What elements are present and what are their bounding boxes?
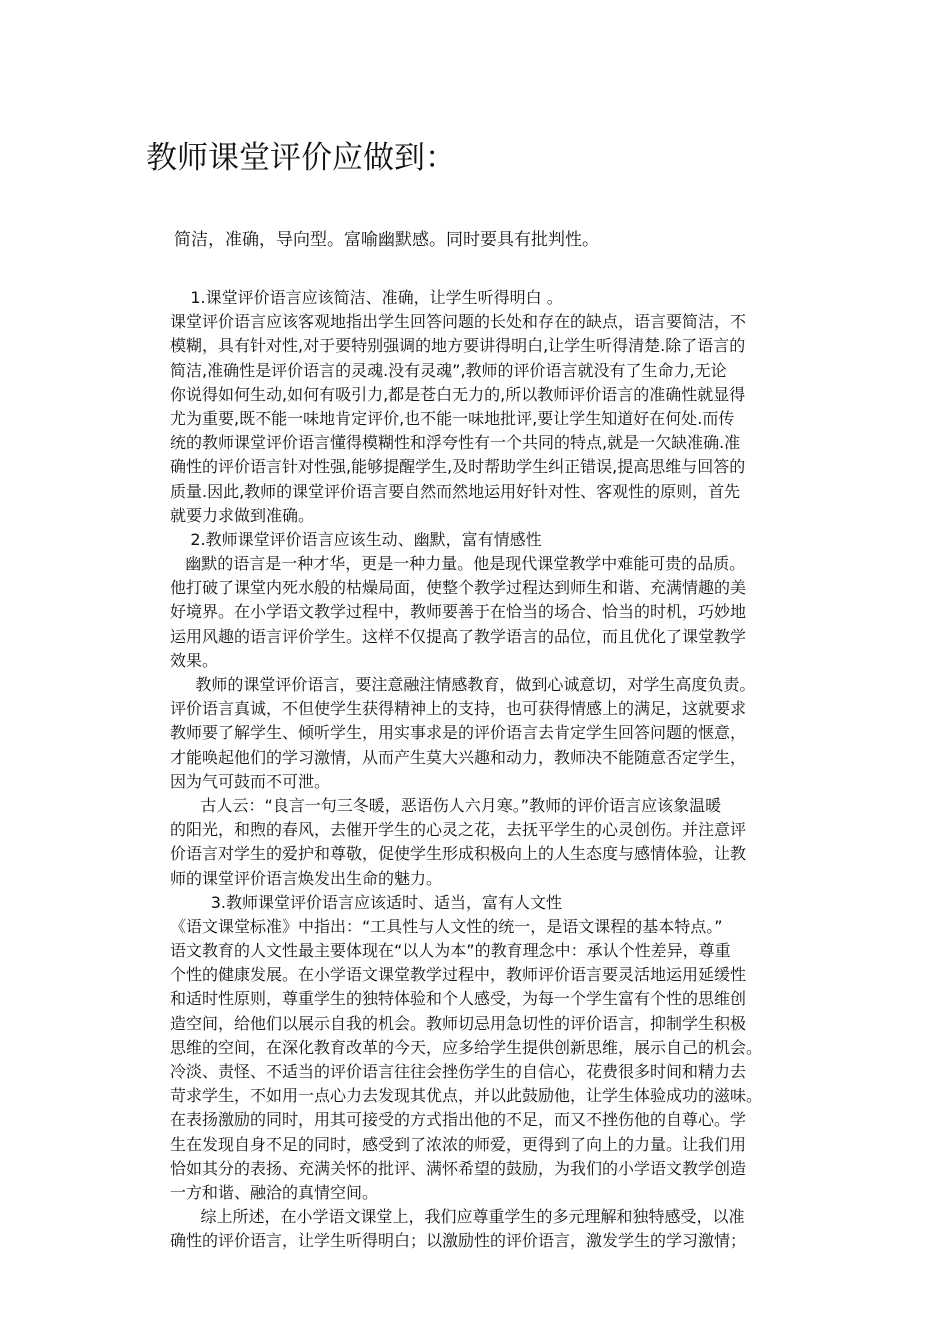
body-line: 古人云：“良言一句三冬暖，恶语伤人六月寒。”教师的评价语言应该象温暖 [170,795,722,815]
body-line: 《语文课堂标准》中指出：“工具性与人文性的统一，是语文课程的基本特点。” [170,916,723,936]
body-line: 因为气可鼓而不可泄。 [170,771,331,791]
body-line: 运用风趣的语言评价学生。这样不仅提高了教学语言的品位，而且优化了课堂教学 [170,626,747,646]
body-line: 你说得如何生动,如何有吸引力,都是苍白无力的,所以教师评价语言的准确性就显得 [170,384,746,404]
body-line: 1.课堂评价语言应该简洁、准确，让学生听得明白 。 [170,288,563,307]
body-line: 统的教师课堂评价语言懂得模糊性和浮夸性有一个共同的特点,就是一欠缺准确.准 [170,433,741,453]
body-line: 的阳光，和煦的春风，去催开学生的心灵之花，去抚平学生的心灵创伤。并注意评 [170,820,747,840]
body-line: 模糊，具有针对性,对于要特别强调的地方要讲得明白,让学生听得清楚.除了语言的 [170,336,746,356]
body-line: 个性的健康发展。在小学语文课堂教学过程中，教师评价语言要灵活地运用延缓性 [170,965,747,985]
body-line: 就要力求做到准确。 [170,505,315,525]
body-line: 确性的评价语言，让学生听得明白；以激励性的评价语言，激发学生的学习激情； [170,1231,747,1251]
body-line: 教师的课堂评价语言，要注意融注情感教育，做到心诚意切，对学生高度负责。 [170,675,756,694]
body-line: 评价语言真诚，不但使学生获得精神上的支持，也可获得情感上的满足，这就要求 [170,699,747,719]
body-line: 幽默的语言是一种才华，更是一种力量。他是现代课堂教学中难能可贵的品质。 [170,554,746,574]
body-line: 确性的评价语言针对性强,能够提醒学生,及时帮助学生纠正错误,提高思维与回答的 [170,457,746,477]
body-line: 好境界。在小学语文教学过程中，教师要善于在恰当的场合、恰当的时机，巧妙地 [170,602,747,622]
body-line: 3.教师课堂评价语言应该适时、适当，富有人文性 [170,892,562,912]
body-line: 效果。 [170,650,219,670]
body-line: 冷淡、责怪、不适当的评价语言往往会挫伤学生的自信心，花费很多时间和精力去 [170,1062,747,1081]
body-line: 他打破了课堂内死水般的枯燥局面，使整个教学过程达到师生和谐、充满情趣的美 [170,578,747,598]
body-line: 思维的空间，在深化教育改革的今天，应多给学生提供创新思维，展示自己的机会。 [170,1037,763,1057]
body-line: 综上所述，在小学语文课堂上，我们应尊重学生的多元理解和独特感受，以准 [170,1207,745,1227]
document-body [170,286,810,1254]
body-line: 质量.因此,教师的课堂评价语言要自然而然地运用好针对性、客观性的原则，首先 [170,481,741,501]
body-line: 价语言对学生的爱护和尊敬，促使学生形成积极向上的人生态度与感情体验，让教 [170,844,747,864]
body-line: 简洁,准确性是评价语言的灵魂.没有灵魂”,教师的评价语言就没有了生命力,无论 [170,360,727,380]
body-line: 2.教师课堂评价语言应该生动、幽默，富有情感性 [170,529,542,549]
document-title: 教师课堂评价应做到： [146,140,456,176]
body-line: 课堂评价语言应该客观地指出学生回答问题的长处和存在的缺点，语言要简洁，不 [170,312,747,332]
body-line: 苛求学生，不如用一点心力去发现其优点，并以此鼓励他，让学生体验成功的滋味。 [170,1086,763,1106]
body-line: 语文教育的人文性最主要体现在“以人为本”的教育理念中：承认个性差异，尊重 [170,941,731,961]
body-line: 和适时性原则，尊重学生的独特体验和个人感受，为每一个学生富有个性的思维创 [170,989,747,1009]
body-line: 才能唤起他们的学习激情，从而产生莫大兴趣和动力，教师决不能随意否定学生， [170,747,747,767]
body-line: 一方和谐、融洽的真情空间。 [170,1182,379,1202]
body-line: 尤为重要,既不能一味地肯定评价,也不能一味地批评,要让学生知道好在何处.而传 [170,408,735,428]
body-line: 教师要了解学生、倾听学生，用实事求是的评价语言去肯定学生回答问题的惬意， [170,723,747,743]
document-subtitle: 简洁，准确，导向型。富喻幽默感。同时要具有批判性。 [174,230,599,250]
body-line: 师的课堂评价语言焕发出生命的魅力。 [170,868,443,888]
body-line: 在表扬激励的同时，用其可接受的方式指出他的不足，而又不挫伤他的自尊心。学 [170,1110,747,1130]
body-line: 造空间，给他们以展示自我的机会。教师切忌用急切性的评价语言，抑制学生积极 [170,1013,747,1033]
body-line: 恰如其分的表扬、充满关怀的批评、满怀希望的鼓励，为我们的小学语文教学创造 [170,1158,747,1178]
body-line: 生在发现自身不足的同时，感受到了浓浓的师爱，更得到了向上的力量。让我们用 [170,1134,747,1154]
